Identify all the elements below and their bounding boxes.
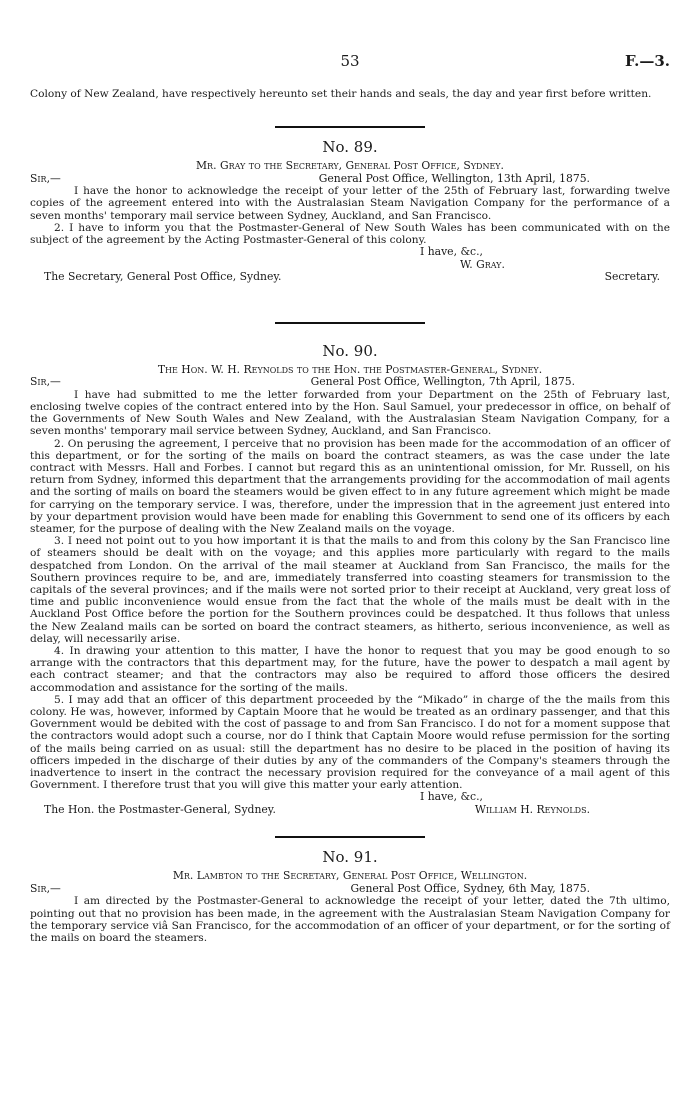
letter-90: [30, 342, 670, 817]
closing: I have, &c.,: [420, 245, 483, 259]
document-code: F.—3.: [624, 52, 670, 70]
letter-title: The Hon. W. H. Reynolds to the Hon. the Postmaster-General, Sydney.: [157, 362, 543, 376]
letter-title: Mr. Lambton to the Secretary, General Post Office, Wellington.: [172, 869, 528, 883]
letter-title: Mr. Gray to the Secretary, General Post Office, Sydney.: [196, 159, 504, 173]
paragraph: 4. In drawing your attention to this matter, I have the honor to request that you may be good enough to so arrange with the contractors that this department may, for the future, have the power to despatch a mail agent by each contract steamer; and that the contractors may also be required to afford those officers the desired accommodation and assistance for the sorting of the mails.: [30, 644, 670, 694]
paragraph: I have had submitted to me the letter forwarded from your Department on the 25th of February last, enclosing twelve copies of the contract entered into by the Hon. Saul Samuel, your predecessor in office, on behalf of the Governments of New South Wales and New Zealand, with the Australasian Steam Navigation Company, for a seven months' temporary mail service between Sydney, Auckland, and San Francisco.: [30, 388, 670, 438]
paragraph: 2. I have to inform you that the Postmaster-General of New South Wales has been communicated with on the subject of the agreement by the Acting Postmaster-General of this colony.: [30, 221, 670, 247]
letter-number: No. 89.: [322, 138, 378, 157]
paragraph: 2. On perusing the agreement, I perceive that no provision has been made for the accommodation of an officer of this department, or for the sorting of the mails on board the contract steamers, as was the case under the late contract with Messrs. Hall and Forbes. I cannot but regard this as an unintentional omission, for Mr. Russell, on his return from Sydney, informed this department that the arrangements providing for the accommodation of mail agents and the sorting of mails on board the steamers would be given effect to in any future agreement which might be made for carrying on the temporary service. I was, therefore, under the impression that in the agreement just entered into by your department provision would have been made for enabling this Government to send one of its officers by each steamer, for the purpose of dealing with the New Zealand mails on the voyage.: [30, 437, 670, 535]
letter-dateline-row: [30, 173, 670, 186]
paragraph: 5. I may add that an officer of this department proceeded by the “Mikado” in charge of the the mails from this colony. He was, however, informed by Captain Moore that he would be treated as an ordinary passenger, and that this Government would be debited with the cost of passage to and from San Francisco. I do not for a moment suppose that the contractors would adopt such a course, nor do I think that Captain Moore would refuse permission for the sorting of the mails being carried on as usual: still the department has no desire to be placed in the position of having its officers impeded in the discharge of their duties by any of the commanders of the Company's steamers through the inadvertence to insert in the contract the necessary provision required for the conveyance of a mail agent of this Government. I therefore trust that you will give this matter your early attention.: [30, 693, 670, 792]
signatory-role: Secretary.: [604, 270, 660, 284]
salutation: Sir,—: [30, 171, 61, 185]
page-number: 53: [340, 52, 360, 70]
signature: W. Gray.: [460, 257, 505, 271]
letter-number: No. 91.: [322, 848, 378, 867]
section-divider: [275, 126, 425, 128]
paragraph: 3. I need not point out to you how important it is that the mails to and from this colony by the San Francisco line of steamers should be dealt with on the voyage; and this applies more particularly with regard to the mails despatched from London. On the arrival of the mail steamer at Auckland from San Francisco, the mails for the Southern provinces require to be, and are, immediately transferred into coasting steamers for transmission to the capitals of the several provinces; and if the mails were not sorted prior to their receipt at Auckland, very great loss of time and public inconvenience would ensue from the fact that the whole of the mails must be dealt with in the Auckland Post Office before the portion for the Southern provinces could be despatched. It thus follows that unless the New Zealand mails can be sorted on board the contract steamers, as hitherto, serious inconvenience, as well as delay, will necessarily arise.: [30, 535, 670, 645]
intro-paragraph: Colony of New Zealand, have respectively hereunto set their hands and seals, the day and year first before written.: [30, 88, 652, 100]
dateline: General Post Office, Wellington, 13th April, 1875.: [318, 171, 590, 185]
section-divider: [275, 836, 425, 838]
letter-89: [30, 138, 670, 284]
addressee-row: [30, 271, 670, 284]
paragraph: I am directed by the Postmaster-General to acknowledge the receipt of your letter, dated the 7th ultimo, pointing out that no provision has been made, in the agreement with the Australasian Steam Navigation Company for the temporary service viâ San Francisco, for the accommodation of an officer of your department, or for the sorting of the mails on board the steamers.: [30, 895, 670, 945]
addressee-row: [30, 804, 670, 817]
paragraph: I have the honor to acknowledge the receipt of your letter of the 25th of February last, forwarding twelve copies of the agreement entered into with the Australasian Steam Navigation Company for the performance of a seven months' temporary mail service between Sydney, Auckland, and San Francisco.: [30, 185, 670, 222]
salutation: Sir,—: [30, 375, 61, 389]
dateline: General Post Office, Wellington, 7th April, 1875.: [310, 375, 575, 389]
letter-dateline-row: [30, 376, 670, 389]
signature: William H. Reynolds.: [474, 802, 590, 816]
addressee: The Secretary, General Post Office, Sydney.: [44, 270, 282, 284]
section-divider: [275, 322, 425, 324]
letter-dateline-row: [30, 883, 670, 896]
salutation: Sir,—: [30, 881, 61, 895]
letter-91: [30, 848, 670, 944]
dateline: General Post Office, Sydney, 6th May, 1875.: [350, 881, 590, 895]
closing: I have, &c.,: [420, 790, 483, 804]
page-body: [30, 50, 670, 944]
letter-number: No. 90.: [322, 341, 378, 360]
addressee: The Hon. the Postmaster-General, Sydney.: [44, 802, 276, 816]
